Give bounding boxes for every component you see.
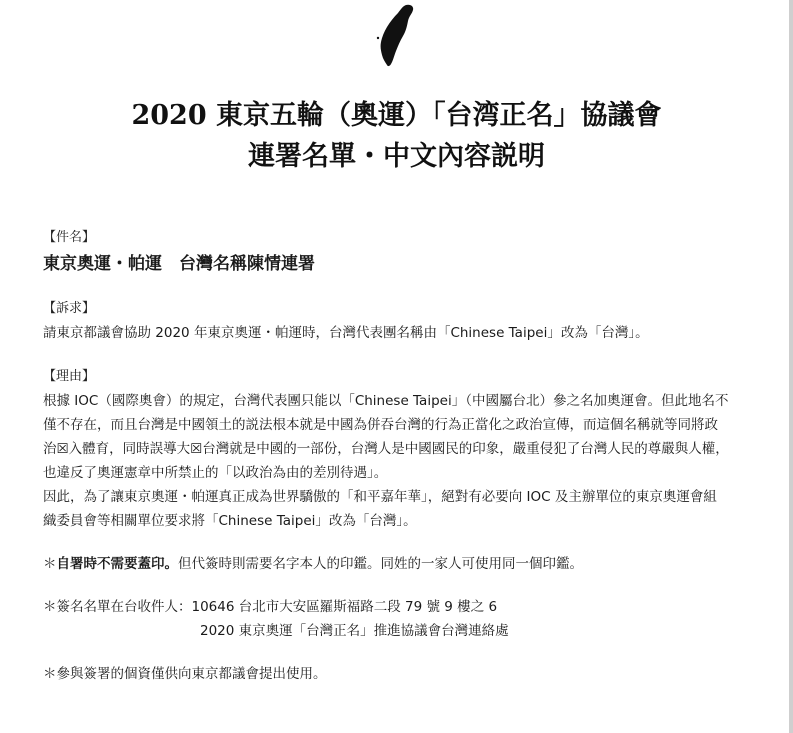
taiwan-island-icon [376, 4, 418, 68]
document-body [43, 226, 778, 686]
seal-note-bold: 自署時不需要蓋印。 [56, 556, 178, 572]
document-title-line-1: 2020 東京五輪（奧運）「台湾正名」協議會 [131, 100, 662, 131]
note-asterisk: ＊ [43, 556, 57, 572]
reason-line: 治☒入體育，同時誤導大☒台灣就是中國的一部份，台灣人是中國國民的印象，嚴重侵犯了台灣人民的尊嚴與人權， [43, 441, 729, 457]
seal-note-rest: 但代簽時則需要名字本人的印鑑。同姓的一家人可使用同一個印鑑。 [178, 556, 583, 572]
address-line-1: ＊簽名名單在台收件人：10646 台北市大安區羅斯福路二段 79 號 9 樓之 6 [43, 599, 498, 615]
reason-line: 根據 IOC（國際奧會）的規定，台灣代表團只能以「Chinese Taipei」（中國屬台北）參之名加奧運會。但此地名不 [43, 393, 729, 409]
privacy-note: ＊參與簽署的個資僅供向東京都議會提出使用。 [43, 666, 327, 682]
reason-line: 因此，為了讓東京奧運・帕運真正成為世界驕傲的「和平嘉年華」，絕對有必要向 IOC 及主辦單位的東京奧運會組 [43, 489, 717, 505]
subject-text: 東京奧運・帕運 台灣名稱陳情連署 [43, 254, 315, 274]
reason-line: 也違反了奧運憲章中所禁止的「以政治為由的差別待遇」。 [43, 465, 388, 481]
reason-line: 僅不存在，而且台灣是中國領土的説法根本就是中國為併吞台灣的行為正當化之政治宣傳，而這個名稱就等同將政 [43, 417, 718, 433]
request-text: 請東京都議會協助 2020 年東京奧運・帕運時，台灣代表團名稱由「Chinese Taipei」改為「台灣」。 [43, 325, 649, 341]
address-line-2: 2020 東京奧運「台灣正名」推進協議會台灣連絡處 [200, 623, 509, 639]
reason-line: 織委員會等相關單位要求將「Chinese Taipei」改為「台灣」。 [43, 513, 417, 529]
document-title-line-2: 連署名單・中文內容説明 [248, 141, 545, 172]
seal-note [43, 552, 778, 576]
reason-label: 【理由】 [43, 369, 96, 384]
subject-label: 【件名】 [43, 230, 96, 245]
request-label: 【訴求】 [43, 301, 96, 316]
